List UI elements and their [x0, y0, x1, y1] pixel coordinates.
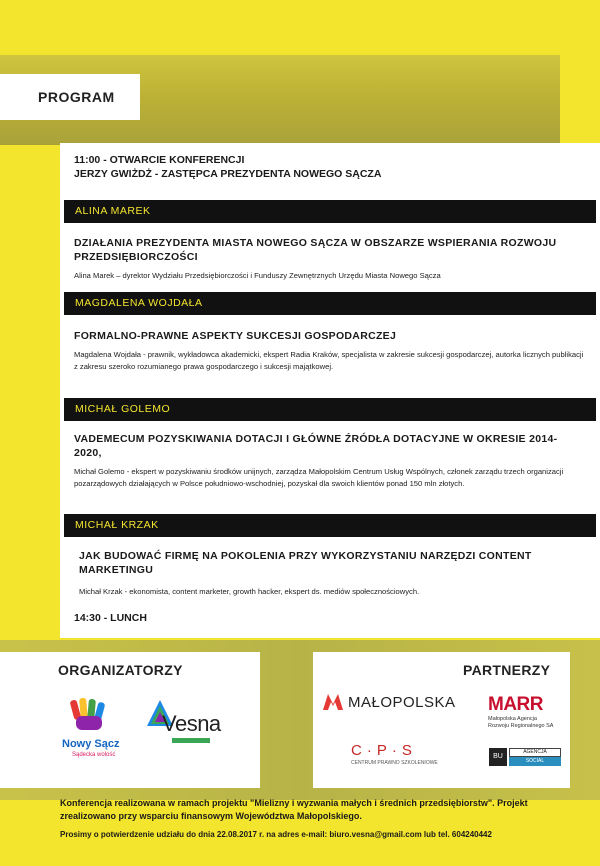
cps-logo: C·P·S — [351, 742, 417, 759]
marr-subtitle-2: Rozwoju Regionalnego SA — [488, 723, 554, 729]
rsvp-note: Prosimy o potwierdzenie udziału do dnia 22.08.2017 r. na adres e-mail: biuro.vesna@gmail.com lub tel. 604240442 — [60, 830, 492, 839]
vesna-underline — [172, 738, 210, 743]
talk-title: JAK BUDOWAĆ FIRMĘ NA POKOLENIA PRZY WYKORZYSTANIU NARZĘDZI CONTENT MARKETINGU — [79, 550, 532, 576]
speaker-bar-michal-golemo: MICHAŁ GOLEMO — [64, 398, 596, 421]
social-label: SOCIAL — [509, 757, 561, 766]
talk-title: DZIAŁANIA PREZYDENTA MIASTA NOWEGO SĄCZA W OBSZARZE WSPIERANIA ROZWOJU PRZEDSIĘBIORCZOŚCI — [74, 237, 557, 263]
talk-description: Michał Golemo - ekspert w pozyskiwaniu środków unijnych, zarządza Małopolskim Centrum Usług Wspólnych, członek zarządu trzech organizacji pozarządowych działających w Polsce południowo-wschodniej, pozyskał dla swoich klientów ponad 150 mln złotych. — [74, 467, 564, 488]
talk-title: VADEMECUM POZYSKIWANIA DOTACJI I GŁÓWNE ŹRÓDŁA DOTACYJNE W OKRESIE 2014-2020, — [74, 433, 558, 459]
opening-time: 11:00 - OTWARCIE KONFERENCJI — [74, 154, 245, 166]
program-label: PROGRAM — [0, 74, 140, 120]
talk-description: Alina Marek – dyrektor Wydziału Przedsiębiorczości i Funduszy Zewnętrznych Urzędu Miasta Nowego Sącza — [74, 271, 441, 280]
nowy-sacz-tagline: Sądecka wolość — [72, 752, 116, 758]
talk-title: FORMALNO-PRAWNE ASPEKTY SUKCESJI GOSPODARCZEJ — [74, 330, 397, 342]
partners-title: PARTNERZY — [463, 662, 551, 678]
speaker-bar-alina-marek: ALINA MAREK — [64, 200, 596, 223]
talk-description: Magdalena Wojdała - prawnik, wykładowca akademicki, ekspert Radia Kraków, specjalista w zakresie sukcesji gospodarczej, autorka licznych publikacji z zakresu szeroko rozumianego prawa gospodarczego i sukcesji majątkowej. — [74, 350, 584, 371]
speaker-bar-michal-krzak: MICHAŁ KRZAK — [64, 514, 596, 537]
bu-logo: BU — [489, 748, 507, 766]
organizers-box — [0, 652, 260, 788]
malopolska-logo-icon — [323, 694, 343, 710]
talk-description: Michał Krzak - ekonomista, content marketer, growth hacker, ekspert ds. mediów społecznościowych. — [79, 587, 420, 596]
opening-block — [74, 153, 381, 181]
nowy-sacz-logo-icon — [68, 698, 112, 736]
nowy-sacz-name: Nowy Sącz — [62, 738, 120, 750]
speaker-bar-magdalena-wojdala: MAGDALENA WOJDAŁA — [64, 292, 596, 315]
marr-logo: MARR — [488, 694, 543, 715]
malopolska-name: MAŁOPOLSKA — [348, 694, 456, 711]
lunch-time: 14:30 - LUNCH — [74, 612, 147, 624]
cps-subtitle: CENTRUM PRAWNO SZKOLENIOWE — [351, 760, 438, 766]
organizers-title: ORGANIZATORZY — [58, 662, 183, 678]
opening-speaker: JERZY GWIŻDŻ - ZASTĘPCA PREZYDENTA NOWEGO SĄCZA — [74, 168, 382, 180]
marr-subtitle-1: Małopolska Agencja — [488, 716, 537, 722]
agencja-label: AGENCJA — [509, 748, 561, 757]
partners-box — [313, 652, 570, 788]
program-panel — [60, 143, 600, 638]
project-description: Konferencja realizowana w ramach projektu "Mielizny i wyzwania małych i średnich przedsiębiorstw". Projekt zrealizowano przy wsparciu finansowym Województwa Małopolskiego. — [60, 798, 528, 821]
vesna-name: Vesna — [162, 711, 221, 736]
